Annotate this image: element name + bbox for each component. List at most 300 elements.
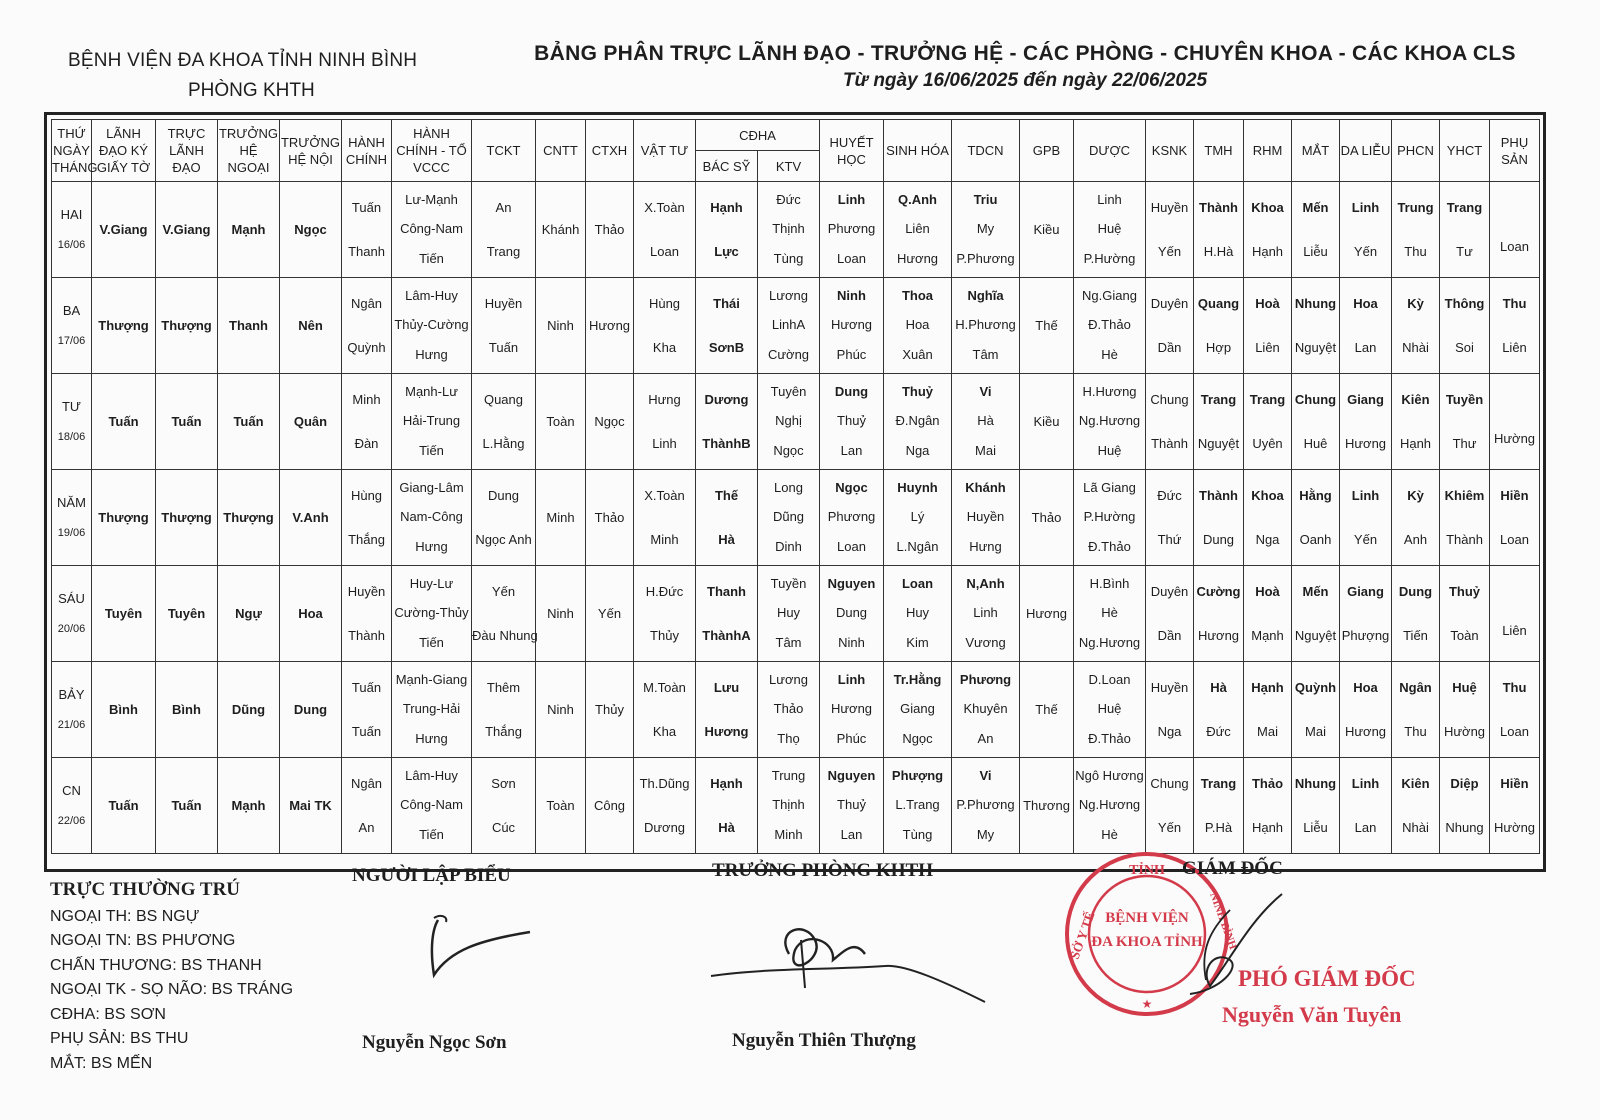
- cell-value: Khoa: [1251, 199, 1284, 215]
- cell-value: Hương: [1025, 606, 1068, 621]
- cell-value: Hùng: [350, 487, 383, 503]
- cell-value: Ngọc Anh: [475, 531, 532, 547]
- cell-value: Hương: [704, 723, 749, 739]
- table-cell: [1020, 566, 1074, 662]
- cell-value: Thịnh: [772, 221, 805, 237]
- cell-value: Đức: [1206, 723, 1231, 739]
- cell-value: Trung-Hải: [402, 701, 461, 717]
- table-cell: [1392, 662, 1440, 758]
- header-left: [68, 50, 458, 102]
- cell-value: Phương: [959, 672, 1012, 688]
- cell-value: Ngân: [350, 775, 383, 791]
- cell-value: Linh: [652, 435, 677, 451]
- cell-value: Thịnh: [772, 797, 805, 813]
- day-date: 22/06: [57, 814, 86, 827]
- cell-value: Hoà: [1255, 583, 1280, 599]
- cell-value: Thủy: [595, 702, 624, 717]
- cell-value: An: [358, 819, 375, 835]
- table-cell: [342, 758, 392, 854]
- cell-value: Thắng: [348, 531, 385, 547]
- cell-value: Ninh: [837, 288, 866, 304]
- table-cell: [218, 182, 280, 278]
- table-cell: [156, 662, 218, 758]
- day-name: TƯ: [61, 398, 82, 414]
- cell-value: Thế: [1035, 318, 1058, 333]
- cell-value: Kiên: [1401, 775, 1430, 791]
- cell-value: Thành: [1151, 435, 1188, 451]
- cell-value: Huyền: [966, 509, 1005, 525]
- cell-value: Kha: [652, 339, 677, 355]
- cell-value: Ninh: [547, 606, 574, 621]
- cell-value: Lan: [1354, 819, 1377, 835]
- col-hematology: HUYẾT HỌC: [820, 120, 884, 182]
- cell-value: Thuỷ: [837, 413, 866, 429]
- cell-value: LinhA: [771, 317, 806, 333]
- table-cell: [1244, 566, 1292, 662]
- cell-value: Nên: [298, 318, 323, 333]
- table-cell: [758, 278, 820, 374]
- table-cell: [820, 662, 884, 758]
- schedule-frame: [44, 112, 1546, 872]
- imaging-doctor-cell: [696, 662, 758, 758]
- cell-value: Nghĩa: [967, 288, 1004, 304]
- cell-value: Liễu: [1303, 243, 1328, 259]
- cell-value: Hà: [977, 413, 994, 429]
- cell-value: Thượng: [161, 510, 212, 525]
- cell-value: Tiến: [419, 634, 444, 650]
- table-cell: [952, 470, 1020, 566]
- cell-value: Thượng: [161, 318, 212, 333]
- col-phcn: PHCN: [1392, 120, 1440, 182]
- cell-value: Bình: [109, 702, 138, 717]
- cell-value: Thủy-Cường: [394, 317, 469, 333]
- table-cell: [156, 758, 218, 854]
- table-cell: [1020, 470, 1074, 566]
- cell-value: Minh: [546, 510, 575, 525]
- table-cell: [1440, 278, 1490, 374]
- cell-value: Dần: [1157, 339, 1182, 355]
- table-cell: [92, 470, 156, 566]
- cell-value: Ngọc: [773, 442, 804, 458]
- cell-value: Cúc: [491, 819, 516, 835]
- table-row: [52, 758, 1540, 854]
- cell-value: P.Hà: [1204, 819, 1233, 835]
- cell-value: My: [976, 221, 995, 237]
- table-cell: [820, 182, 884, 278]
- table-cell: [952, 374, 1020, 470]
- table-cell: [342, 470, 392, 566]
- table-row: [52, 470, 1540, 566]
- cell-value: Hiền: [1500, 487, 1529, 503]
- cell-value: Quỳnh: [347, 339, 386, 355]
- cell-value: Toàn: [1450, 627, 1479, 643]
- cell-value: Thảo: [1251, 775, 1284, 791]
- cell-value: Kỳ: [1407, 295, 1424, 311]
- day-cell: [52, 278, 92, 374]
- col-ctxh: CTXH: [586, 120, 634, 182]
- document-title: BẢNG PHÂN TRỰC LÃNH ĐẠO - TRƯỞNG HỆ - CÁC PHÒNG - CHUYÊN KHOA - CÁC KHOA CLS: [534, 42, 1516, 65]
- table-cell: [1194, 182, 1244, 278]
- cell-value: Ng.Giang: [1082, 288, 1137, 304]
- cell-value: SơnB: [708, 339, 745, 355]
- cell-value: Huyền: [1150, 679, 1189, 695]
- cell-value: N,Anh: [966, 576, 1005, 592]
- table-cell: [1020, 758, 1074, 854]
- cell-value: Phượng: [1341, 627, 1390, 643]
- cell-value: Hương: [588, 318, 631, 333]
- cell-value: Nguyen: [827, 768, 876, 784]
- col-imaging-tech: KTV: [758, 151, 820, 182]
- cell-value: Đức: [776, 192, 801, 208]
- table-cell: [218, 470, 280, 566]
- cell-value: Đàn: [354, 435, 379, 451]
- cell-value: Tuyên: [167, 606, 206, 621]
- col-admin: HÀNH CHÍNH: [342, 120, 392, 182]
- cell-value: Phương: [827, 221, 876, 237]
- cell-value: Th.Dũng: [639, 775, 690, 791]
- col-leader-duty: TRỰC LÃNH ĐẠO: [156, 120, 218, 182]
- cell-value: Đức: [1157, 487, 1182, 503]
- cell-value: Yến: [1353, 531, 1378, 547]
- cell-value: Tiến: [419, 250, 444, 266]
- table-cell: [1440, 662, 1490, 758]
- table-cell: [280, 758, 342, 854]
- table-cell: [1074, 566, 1146, 662]
- table-cell: [1194, 470, 1244, 566]
- cell-value: Giang-Lâm: [399, 480, 464, 496]
- cell-value: Long: [774, 480, 803, 496]
- col-rhm: RHM: [1244, 120, 1292, 182]
- cell-value: Linh: [837, 192, 866, 208]
- table-cell: [156, 182, 218, 278]
- cell-value: Huy: [905, 605, 930, 621]
- cell-value: Tuấn: [351, 199, 382, 215]
- cell-value: Thu: [1502, 295, 1527, 311]
- table-cell: [1490, 470, 1540, 566]
- table-cell: [392, 758, 472, 854]
- cell-value: Hạnh: [1251, 819, 1284, 835]
- cell-value: Nhài: [1402, 819, 1429, 835]
- director-title: GIÁM ĐỐC: [1182, 858, 1283, 879]
- cell-value: Linh: [837, 672, 866, 688]
- table-cell: [218, 566, 280, 662]
- table-cell: [1292, 182, 1340, 278]
- cell-value: Huynh: [897, 480, 938, 496]
- cell-value: Thanh: [707, 583, 746, 599]
- cell-value: Yến: [1157, 243, 1182, 259]
- cell-value: Loan: [1500, 723, 1529, 739]
- cell-value: Khuyên: [963, 701, 1008, 717]
- cell-value: Mai: [1257, 723, 1278, 739]
- cell-value: Hương: [830, 701, 873, 717]
- cell-value: H.Hà: [1203, 243, 1234, 259]
- head-signature: [705, 910, 995, 1010]
- cell-value: P.Hường: [1083, 250, 1136, 266]
- table-cell: [1074, 470, 1146, 566]
- cell-value: Nguyệt: [1294, 627, 1337, 643]
- cell-value: X.Toàn: [644, 487, 685, 503]
- cell-value: Nhung: [1445, 819, 1484, 835]
- table-cell: [280, 374, 342, 470]
- cell-value: Thanh: [229, 318, 268, 333]
- table-cell: [280, 182, 342, 278]
- cell-value: Tuyền: [1445, 391, 1484, 407]
- cell-value: Tuyên: [770, 384, 807, 400]
- table-cell: [1392, 566, 1440, 662]
- cell-value: Hưng: [415, 730, 448, 746]
- cell-value: Kiều: [1033, 222, 1060, 237]
- cell-value: Duyên: [1150, 583, 1189, 599]
- col-imaging-doctor: BÁC SỸ: [696, 151, 758, 182]
- cell-value: Hưng: [969, 538, 1002, 554]
- cell-value: Trang: [1200, 775, 1237, 791]
- cell-value: Hưng: [415, 538, 448, 554]
- cell-value: Tiến: [419, 442, 444, 458]
- cell-value: Liên: [905, 221, 930, 237]
- cell-value: Thành: [348, 627, 385, 643]
- table-cell: [392, 182, 472, 278]
- cell-value: Huy: [776, 605, 801, 621]
- cell-value: Nhung: [1294, 775, 1337, 791]
- cell-value: Ng.Hương: [1078, 413, 1141, 429]
- cell-value: Chung: [1150, 391, 1189, 407]
- table-cell: [392, 662, 472, 758]
- cell-value: Dung: [835, 605, 868, 621]
- cell-value: Thuỷ: [1448, 583, 1481, 599]
- table-cell: [1490, 566, 1540, 662]
- cell-value: Hoa: [298, 606, 323, 621]
- cell-value: Uyên: [1252, 435, 1283, 451]
- cell-value: Tuyền: [770, 576, 807, 592]
- cell-value: Cường: [767, 346, 810, 362]
- cell-value: Yến: [597, 606, 622, 621]
- cell-value: Quân: [293, 414, 328, 429]
- cell-value: Đ.Thảo: [1088, 538, 1131, 554]
- cell-value: Lương: [769, 672, 808, 688]
- cell-value: Hè: [1101, 346, 1118, 362]
- cell-value: Tiến: [419, 826, 444, 842]
- cell-value: Chung: [1150, 775, 1189, 791]
- cell-value: Quang: [483, 391, 524, 407]
- cell-value: Hương: [1344, 723, 1387, 739]
- cell-value: Thượng: [98, 510, 149, 525]
- stamp-line-2: ĐA KHOA TỈNH: [1091, 934, 1203, 950]
- cell-value: Huệ: [1097, 701, 1122, 717]
- cell-value: Nguyệt: [1197, 435, 1240, 451]
- table-cell: [536, 182, 586, 278]
- cell-value: X.Toàn: [644, 199, 685, 215]
- cell-value: Hoa: [1353, 295, 1378, 311]
- cell-value: Vương: [965, 634, 1006, 650]
- table-cell: [472, 374, 536, 470]
- table-cell: [884, 470, 952, 566]
- cell-value: Huê: [1303, 435, 1328, 451]
- cell-value: Tr.Hằng: [893, 672, 942, 688]
- table-cell: [280, 662, 342, 758]
- cell-value: Loan: [1500, 239, 1529, 254]
- cell-value: Duyên: [1150, 295, 1189, 311]
- resident-line: CĐHA: BS SƠN: [50, 1005, 166, 1023]
- cell-value: Nga: [905, 442, 930, 458]
- cell-value: Minh: [774, 826, 803, 842]
- day-date: 21/06: [57, 718, 86, 731]
- day-name: SÁU: [58, 590, 85, 606]
- table-row: [52, 182, 1540, 278]
- head-title: TRƯỞNG PHÒNG KHTH: [712, 860, 933, 881]
- col-ksnk: KSNK: [1146, 120, 1194, 182]
- cell-value: Ngân: [1399, 679, 1432, 695]
- table-cell: [634, 470, 696, 566]
- day-date: 20/06: [57, 622, 86, 635]
- cell-value: Giang: [1347, 391, 1384, 407]
- table-cell: [342, 182, 392, 278]
- cell-value: Dung: [1398, 583, 1433, 599]
- cell-value: Yến: [491, 583, 516, 599]
- cell-value: Ngô Hương: [1075, 768, 1144, 784]
- resident-line: PHỤ SẢN: BS THU: [50, 1030, 189, 1047]
- table-cell: [758, 662, 820, 758]
- cell-value: Linh: [1351, 199, 1380, 215]
- cell-value: Hằng: [1299, 487, 1332, 503]
- table-cell: [536, 470, 586, 566]
- col-pharmacy: DƯỢC: [1074, 120, 1146, 182]
- table-cell: [392, 278, 472, 374]
- table-cell: [1292, 566, 1340, 662]
- cell-value: Tư: [1456, 243, 1473, 259]
- cell-value: Liên: [1502, 623, 1527, 638]
- table-cell: [536, 758, 586, 854]
- cell-value: Mai TK: [289, 798, 332, 813]
- cell-value: Thảo: [1031, 510, 1062, 525]
- cell-value: Dung: [834, 384, 869, 400]
- cell-value: Trang: [1249, 391, 1286, 407]
- table-cell: [634, 758, 696, 854]
- cell-value: Đàu Nhung: [472, 627, 538, 643]
- cell-value: Ngọc: [594, 414, 625, 429]
- deputy-name: Nguyễn Văn Tuyên: [1222, 1002, 1402, 1027]
- cell-value: Lan: [840, 826, 863, 842]
- cell-value: Hạnh: [710, 775, 743, 791]
- cell-value: Sơn: [491, 775, 516, 791]
- resident-title: TRỰC THƯỜNG TRÚ: [50, 879, 241, 900]
- table-cell: [586, 566, 634, 662]
- table-cell: [952, 278, 1020, 374]
- cell-value: Hạnh: [1251, 679, 1284, 695]
- cell-value: Hoa: [1353, 679, 1378, 695]
- table-cell: [536, 374, 586, 470]
- table-cell: [586, 278, 634, 374]
- table-cell: [1340, 566, 1392, 662]
- cell-value: Hè: [1101, 826, 1118, 842]
- resident-line: NGOẠI TH: BS NGỰ: [50, 907, 200, 925]
- table-cell: [1146, 662, 1194, 758]
- cell-value: Tuấn: [351, 679, 382, 695]
- cell-value: Minh: [650, 531, 679, 547]
- cell-value: Linh: [1351, 775, 1380, 791]
- cell-value: Liễu: [1303, 819, 1328, 835]
- cell-value: Mến: [1302, 199, 1329, 215]
- table-cell: [1392, 374, 1440, 470]
- cell-value: Thái: [713, 295, 740, 311]
- cell-value: Nga: [1255, 531, 1280, 547]
- cell-value: Yến: [1157, 819, 1182, 835]
- cell-value: V.Anh: [292, 510, 329, 525]
- cell-value: Dũng: [772, 509, 805, 525]
- cell-value: Mến: [1302, 583, 1329, 599]
- imaging-doctor-cell: [696, 374, 758, 470]
- day-date: 18/06: [57, 430, 86, 443]
- table-cell: [586, 662, 634, 758]
- header-right: [505, 42, 1545, 92]
- table-cell: [92, 758, 156, 854]
- cell-value: Khánh: [965, 480, 1006, 496]
- cell-value: Vi: [979, 768, 992, 784]
- day-date: 16/06: [57, 238, 86, 251]
- cell-value: Hùng: [648, 295, 681, 311]
- cell-value: Ninh: [838, 634, 865, 650]
- cell-value: Thắng: [485, 723, 522, 739]
- cell-value: Kiều: [1033, 414, 1060, 429]
- table-cell: [1440, 758, 1490, 854]
- cell-value: Thu: [1404, 243, 1427, 259]
- cell-value: Hạnh: [1251, 243, 1284, 259]
- table-cell: [536, 566, 586, 662]
- table-cell: [1292, 278, 1340, 374]
- cell-value: Triu: [973, 192, 998, 208]
- cell-value: P.Phương: [956, 250, 1015, 266]
- table-cell: [472, 182, 536, 278]
- table-cell: [280, 470, 342, 566]
- cell-value: ThànhB: [702, 435, 751, 451]
- cell-value: H.Hương: [1082, 384, 1137, 400]
- table-cell: [1440, 374, 1490, 470]
- imaging-doctor-cell: [696, 182, 758, 278]
- cell-value: Thảo: [773, 701, 804, 717]
- table-cell: [1244, 182, 1292, 278]
- cell-value: Yến: [1353, 243, 1378, 259]
- col-eye: MẮT: [1292, 120, 1340, 182]
- cell-value: Thủy: [650, 627, 679, 643]
- cell-value: Trung: [1397, 199, 1434, 215]
- cell-value: Thọ: [777, 730, 800, 746]
- table-cell: [884, 566, 952, 662]
- col-leader-sign: LÃNH ĐẠO KÝ GIẤY TỜ: [92, 120, 156, 182]
- table-cell: [586, 758, 634, 854]
- cell-value: Kim: [906, 634, 929, 650]
- cell-value: Ninh: [547, 702, 574, 717]
- cell-value: Thêm: [486, 679, 521, 695]
- col-obstetrics: PHỤ SẢN: [1490, 120, 1540, 182]
- table-cell: [634, 566, 696, 662]
- cell-value: Liên: [1255, 339, 1280, 355]
- col-surgery-head: TRƯỞNG HỆ NGOẠI: [218, 120, 280, 182]
- cell-value: Đ.Ngân: [895, 413, 940, 429]
- resident-line: CHẤN THƯƠNG: BS THANH: [50, 956, 262, 974]
- cell-value: Mạnh: [1251, 627, 1284, 643]
- day-name: BA: [62, 302, 81, 318]
- cell-value: Quang: [1197, 295, 1240, 311]
- table-cell: [884, 182, 952, 278]
- table-cell: [952, 182, 1020, 278]
- table-row: [52, 278, 1540, 374]
- cell-value: An: [495, 199, 512, 215]
- cell-value: Tuấn: [171, 798, 202, 813]
- preparer-signature: [420, 910, 540, 990]
- cell-value: Hương: [830, 317, 873, 333]
- table-cell: [1340, 374, 1392, 470]
- cell-value: Thảo: [594, 510, 625, 525]
- imaging-doctor-cell: [696, 758, 758, 854]
